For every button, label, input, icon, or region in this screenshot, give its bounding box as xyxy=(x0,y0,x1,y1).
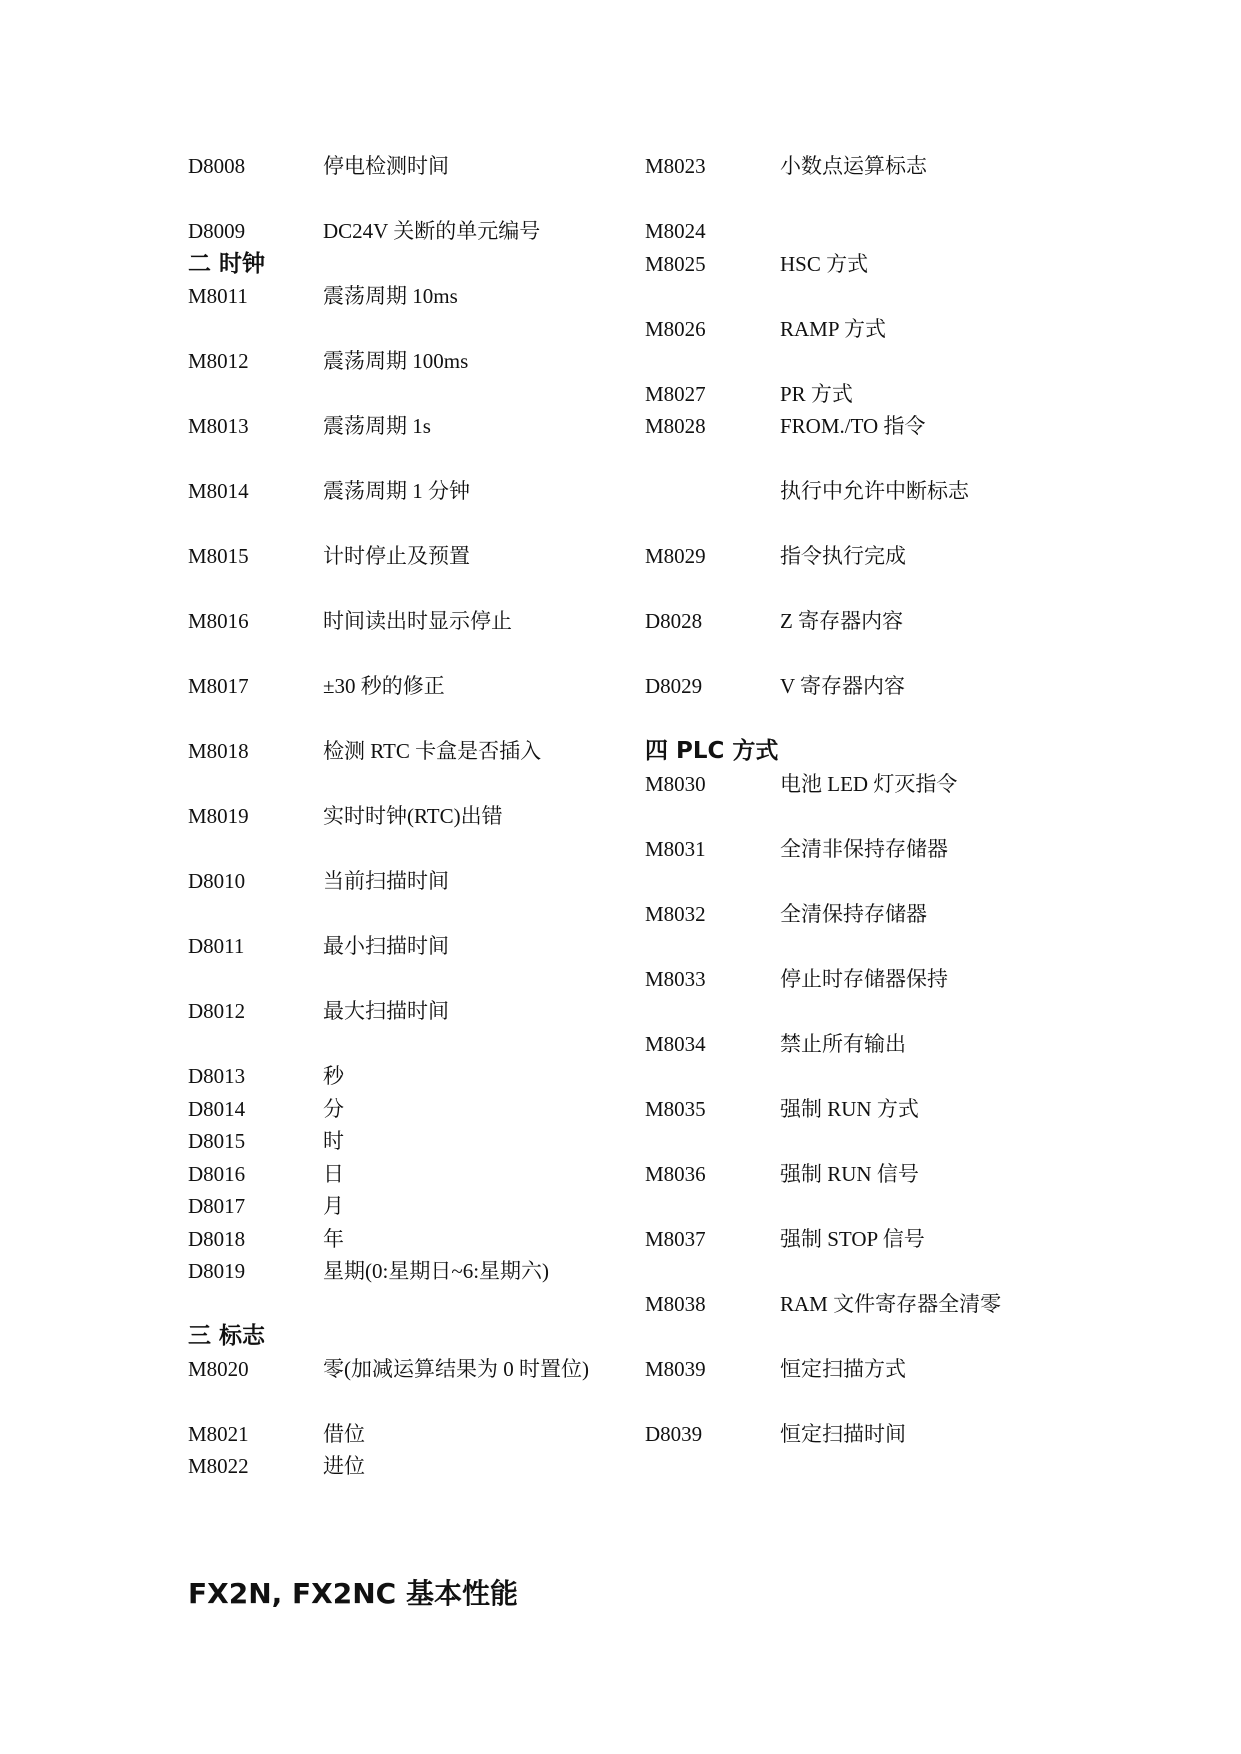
register-description: PR 方式 xyxy=(780,381,853,406)
blank-line xyxy=(645,345,1085,378)
register-code: M8034 xyxy=(645,1031,706,1056)
blank-line xyxy=(188,443,628,476)
register-code: D8010 xyxy=(188,869,246,893)
register-code: M8013 xyxy=(188,414,249,438)
register-code: D8016 xyxy=(188,1161,246,1186)
register-description: Z 寄存器内容 xyxy=(780,609,904,633)
blank-line xyxy=(645,800,1085,833)
section-heading-fx2n: FX2N, FX2NC 基本性能 xyxy=(188,1577,518,1610)
blank-line xyxy=(645,443,1085,476)
blank-line xyxy=(188,1028,628,1061)
blank-line xyxy=(188,1385,628,1418)
register-row xyxy=(645,605,1085,638)
register-row xyxy=(188,1190,628,1223)
register-row xyxy=(645,833,1085,866)
register-description: RAMP 方式 xyxy=(780,316,886,341)
register-description: 强制 RUN 方式 xyxy=(780,1096,919,1121)
blank-line xyxy=(645,1385,1085,1418)
blank-line xyxy=(188,898,628,931)
blank-line xyxy=(645,1255,1085,1288)
register-row xyxy=(645,410,1085,443)
register-row xyxy=(188,540,628,573)
register-code: M8035 xyxy=(645,1096,706,1121)
register-code: D8011 xyxy=(188,934,245,958)
blank-line xyxy=(645,1190,1085,1223)
register-description: 借位 xyxy=(323,1421,365,1446)
register-description: 执行中允许中断标志 xyxy=(780,479,969,503)
register-description: 时 xyxy=(323,1129,344,1153)
register-row xyxy=(188,1418,628,1451)
register-description: 零(加减运算结果为 0 时置位) xyxy=(323,1356,589,1381)
blank-line xyxy=(645,930,1085,963)
register-row xyxy=(645,768,1085,801)
register-code: M8021 xyxy=(188,1421,249,1446)
register-description: 指令执行完成 xyxy=(780,544,906,568)
register-code: M8038 xyxy=(645,1291,706,1316)
register-row xyxy=(188,1353,628,1386)
register-row xyxy=(188,280,628,313)
register-row xyxy=(645,670,1085,703)
register-description: 最大扫描时间 xyxy=(323,999,449,1023)
blank-line xyxy=(645,1320,1085,1353)
register-description: FROM./TO 指令 xyxy=(780,414,926,438)
register-row xyxy=(188,670,628,703)
register-row xyxy=(188,410,628,443)
register-code: D8028 xyxy=(645,609,703,633)
register-description: DC24V 关断的单元编号 xyxy=(323,219,541,243)
blank-line xyxy=(188,313,628,346)
register-row xyxy=(188,475,628,508)
register-code: D8015 xyxy=(188,1129,246,1153)
register-code: M8012 xyxy=(188,349,249,373)
register-description: 星期(0:星期日~6:星期六) xyxy=(323,1259,550,1283)
section-heading: 四 PLC 方式 xyxy=(645,738,779,764)
blank-line xyxy=(645,865,1085,898)
register-description: 停电检测时间 xyxy=(323,154,449,178)
register-code: M8025 xyxy=(645,251,706,276)
register-description: 震荡周期 100ms xyxy=(323,349,469,373)
register-row xyxy=(645,963,1085,996)
register-description: 最小扫描时间 xyxy=(323,934,449,958)
register-code: D8014 xyxy=(188,1096,246,1121)
register-description: 时间读出时显示停止 xyxy=(323,609,512,633)
register-code: M8029 xyxy=(645,544,706,568)
register-row xyxy=(645,1353,1085,1386)
register-description: HSC 方式 xyxy=(780,251,869,276)
register-code: M8023 xyxy=(645,154,706,178)
section-heading: 三 标志 xyxy=(188,1323,266,1349)
register-description: 当前扫描时间 xyxy=(323,869,449,893)
register-description: 停止时存储器保持 xyxy=(780,966,948,991)
register-code: M8017 xyxy=(188,674,249,698)
register-row xyxy=(645,1028,1085,1061)
register-row xyxy=(645,313,1085,346)
blank-line xyxy=(188,768,628,801)
register-row xyxy=(188,345,628,378)
register-code: D8019 xyxy=(188,1259,246,1283)
register-row xyxy=(645,475,1085,508)
register-code: D8012 xyxy=(188,999,246,1023)
register-code: M8026 xyxy=(645,316,706,341)
blank-line xyxy=(188,573,628,606)
register-code: M8022 xyxy=(188,1454,249,1478)
blank-line xyxy=(645,703,1085,736)
blank-line xyxy=(188,638,628,671)
register-row xyxy=(188,800,628,833)
register-code: M8016 xyxy=(188,609,249,633)
register-row xyxy=(188,1125,628,1158)
register-description: 强制 STOP 信号 xyxy=(780,1226,925,1251)
register-code: M8030 xyxy=(645,771,706,796)
register-code: M8024 xyxy=(645,219,706,243)
register-description: 电池 LED 灯灭指令 xyxy=(780,771,958,796)
register-code: D8018 xyxy=(188,1226,246,1251)
register-row xyxy=(645,150,1085,183)
register-description: 月 xyxy=(323,1194,344,1218)
register-description: 全清保持存储器 xyxy=(780,901,927,926)
blank-line xyxy=(645,280,1085,313)
register-row xyxy=(188,150,628,183)
register-row xyxy=(645,248,1085,281)
register-description: RAM 文件寄存器全清零 xyxy=(780,1291,1002,1316)
register-description: 进位 xyxy=(323,1454,365,1478)
register-row xyxy=(645,378,1085,411)
register-description: 恒定扫描方式 xyxy=(780,1356,906,1381)
section-heading: 二 时钟 xyxy=(188,250,266,277)
blank-line xyxy=(645,508,1085,541)
register-row xyxy=(645,1288,1085,1321)
register-code: M8033 xyxy=(645,966,706,991)
register-code: M8032 xyxy=(645,901,706,926)
register-code: M8014 xyxy=(188,479,249,503)
blank-line xyxy=(645,183,1085,216)
register-description: 分 xyxy=(323,1096,344,1121)
register-description: 秒 xyxy=(323,1064,344,1088)
register-code: D8039 xyxy=(645,1421,703,1446)
register-code: M8028 xyxy=(645,414,706,438)
blank-line xyxy=(188,833,628,866)
blank-line xyxy=(645,573,1085,606)
register-code: M8036 xyxy=(645,1161,706,1186)
register-code: M8020 xyxy=(188,1356,249,1381)
register-code: D8029 xyxy=(645,674,703,698)
register-code: M8031 xyxy=(645,836,706,861)
register-description: 震荡周期 10ms xyxy=(323,284,458,308)
register-description: 恒定扫描时间 xyxy=(780,1421,906,1446)
register-description: 禁止所有输出 xyxy=(780,1031,906,1056)
blank-line xyxy=(188,183,628,216)
register-code: M8011 xyxy=(188,284,248,308)
blank-line xyxy=(188,1288,628,1321)
register-description: 小数点运算标志 xyxy=(780,154,927,178)
blank-line xyxy=(188,963,628,996)
register-code: M8027 xyxy=(645,381,706,406)
register-description: 实时时钟(RTC)出错 xyxy=(323,804,503,828)
register-row xyxy=(188,1158,628,1191)
register-row xyxy=(188,865,628,898)
register-row xyxy=(645,540,1085,573)
blank-line xyxy=(188,508,628,541)
blank-line xyxy=(645,1060,1085,1093)
register-description: 年 xyxy=(323,1226,344,1251)
register-row xyxy=(645,898,1085,931)
register-code: M8018 xyxy=(188,739,249,763)
register-description: 强制 RUN 信号 xyxy=(780,1161,919,1186)
register-row xyxy=(188,1060,628,1093)
register-row xyxy=(645,1223,1085,1256)
register-code: D8008 xyxy=(188,154,246,178)
register-description: 震荡周期 1s xyxy=(323,414,431,438)
register-row xyxy=(188,1255,628,1288)
register-row xyxy=(188,1223,628,1256)
blank-line xyxy=(645,638,1085,671)
register-row xyxy=(188,215,628,248)
register-row xyxy=(645,215,1085,248)
register-row xyxy=(188,605,628,638)
register-row xyxy=(188,995,628,1028)
left-column xyxy=(188,150,628,1483)
register-description: 震荡周期 1 分钟 xyxy=(323,479,470,503)
register-description: 检测 RTC 卡盒是否插入 xyxy=(323,739,542,763)
register-code: D8009 xyxy=(188,219,246,243)
register-description: 日 xyxy=(323,1161,344,1186)
register-row xyxy=(188,930,628,963)
register-row xyxy=(645,1418,1085,1451)
blank-line xyxy=(188,703,628,736)
register-row xyxy=(188,1093,628,1126)
register-code: D8017 xyxy=(188,1194,246,1218)
register-code: M8019 xyxy=(188,804,249,828)
register-code: M8037 xyxy=(645,1226,706,1251)
register-description: ±30 秒的修正 xyxy=(323,674,445,698)
register-description: V 寄存器内容 xyxy=(780,674,906,698)
blank-line xyxy=(645,1125,1085,1158)
register-row xyxy=(645,1093,1085,1126)
register-description: 计时停止及预置 xyxy=(323,544,470,568)
register-code: M8015 xyxy=(188,544,249,568)
right-column xyxy=(645,150,1085,1450)
blank-line xyxy=(645,995,1085,1028)
register-description: 全清非保持存储器 xyxy=(780,836,948,861)
register-code: D8013 xyxy=(188,1064,246,1088)
blank-line xyxy=(188,378,628,411)
register-row xyxy=(645,1158,1085,1191)
register-row xyxy=(188,735,628,768)
register-row xyxy=(188,1450,628,1483)
register-code: M8039 xyxy=(645,1356,706,1381)
